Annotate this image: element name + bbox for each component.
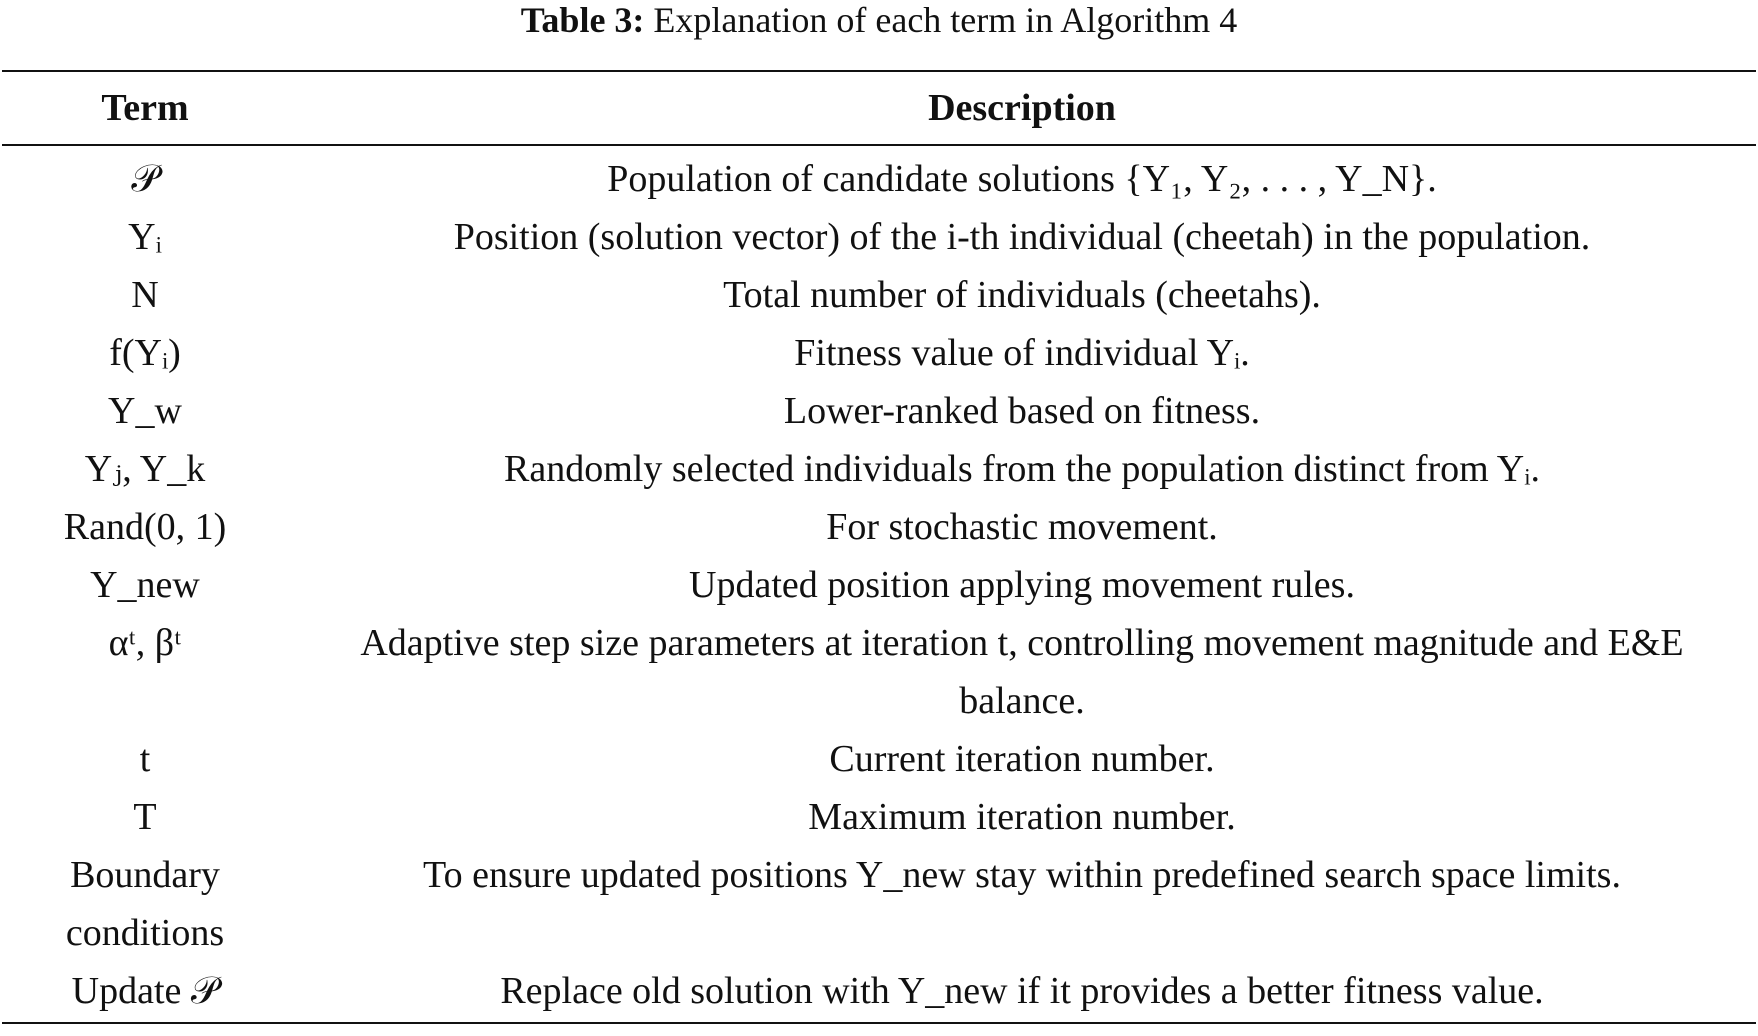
term-cell: Y_w <box>108 390 182 432</box>
caption-label: Table 3: <box>520 0 645 40</box>
table-row <box>2 208 1756 266</box>
table-row <box>2 440 1756 498</box>
description-cell: Population of candidate solutions {Y₁, Y₂, . . . , Y_N}. <box>607 158 1437 200</box>
terms-table-container <box>2 70 1756 1024</box>
description-cell: Total number of individuals (cheetahs). <box>723 274 1321 316</box>
table-row <box>2 498 1756 556</box>
description-cell: Randomly selected individuals from the population distinct from Yᵢ. <box>504 448 1540 490</box>
table-row <box>2 614 1756 730</box>
table-row <box>2 730 1756 788</box>
table-caption <box>0 0 1758 40</box>
description-cell: Lower-ranked based on fitness. <box>783 390 1261 432</box>
table-row <box>2 846 1756 962</box>
description-cell: Replace old solution with Y_new if it provides a better fitness value. <box>500 970 1544 1012</box>
table-row <box>2 788 1756 846</box>
caption-text: Explanation of each term in Algorithm 4 <box>653 0 1238 40</box>
table-row <box>2 556 1756 614</box>
term-cell: Yⱼ, Y_k <box>84 448 206 490</box>
term-cell: Y_new <box>90 564 200 606</box>
term-cell: 𝒫 <box>131 158 159 200</box>
header-term: Term <box>101 87 189 129</box>
term-cell: N <box>131 274 159 316</box>
description-cell: To ensure updated positions Y_new stay within predefined search space limits. <box>423 854 1621 896</box>
term-cell: Rand(0, 1) <box>63 506 227 548</box>
description-cell: Position (solution vector) of the i-th individual (cheetah) in the population. <box>453 216 1591 258</box>
description-cell: Adaptive step size parameters at iteration t, controlling movement magnitude and E&E balance. <box>360 622 1684 722</box>
term-cell: Update 𝒫 <box>71 970 219 1012</box>
terms-table <box>2 70 1756 1024</box>
table-row <box>2 266 1756 324</box>
table-row <box>2 962 1756 1023</box>
term-cell: f(Yᵢ) <box>109 332 181 374</box>
description-cell: Current iteration number. <box>829 738 1215 780</box>
description-cell: Fitness value of individual Yᵢ. <box>794 332 1250 374</box>
table-row <box>2 382 1756 440</box>
term-cell: Yᵢ <box>128 216 162 258</box>
term-cell: αᵗ, βᵗ <box>108 622 182 664</box>
description-cell: For stochastic movement. <box>826 506 1218 548</box>
term-cell: T <box>133 796 157 838</box>
description-cell: Updated position applying movement rules. <box>689 564 1355 606</box>
term-cell: t <box>139 738 151 780</box>
table-row <box>2 324 1756 382</box>
header-row <box>2 71 1756 145</box>
term-cell: Boundary conditions <box>65 854 225 954</box>
description-cell: Maximum iteration number. <box>808 796 1236 838</box>
header-description: Description <box>928 87 1116 129</box>
table-row <box>2 145 1756 208</box>
